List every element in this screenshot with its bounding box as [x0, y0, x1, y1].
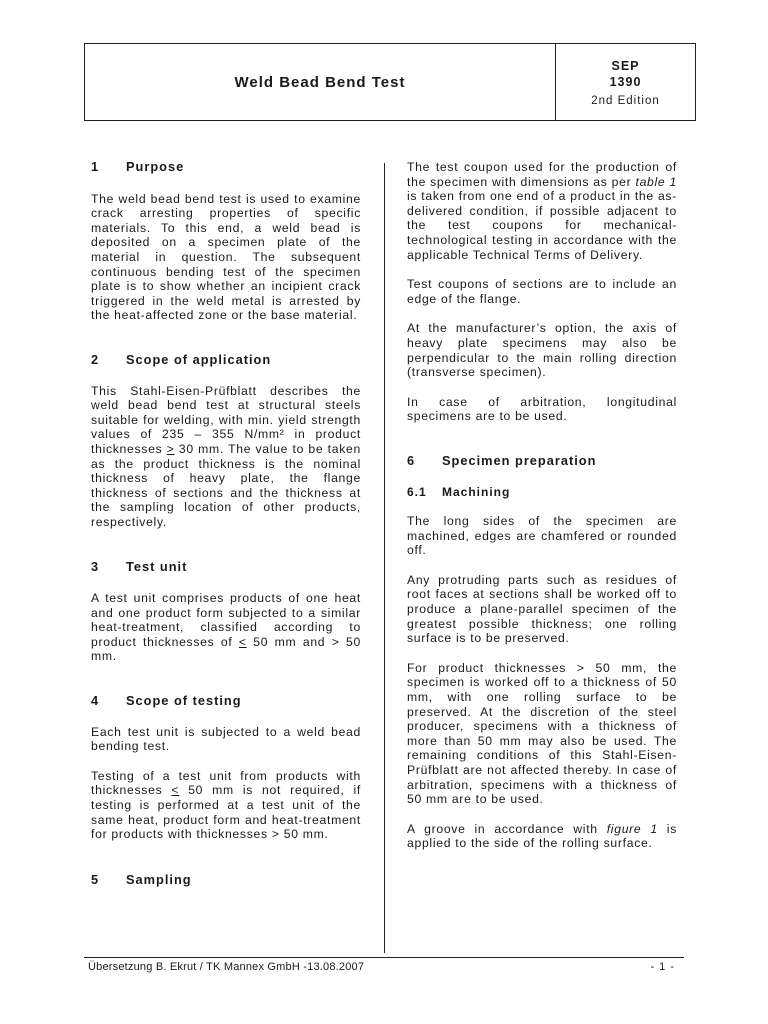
text-run: 50 mm and > 50 mm. — [91, 634, 361, 664]
paragraph: Any protruding parts such as residues of root faces at sections shall be worked off to produce a plane-parallel specimen of the greatest possible thickness; one rolling surface is to be preserved. — [407, 572, 677, 646]
text-run: 50 mm is not required, if testing is performed at a test unit of the same heat, product form and heat-treatment for products with thicknesses > 50 mm. — [91, 783, 361, 842]
section-heading — [91, 560, 361, 575]
section-heading — [91, 353, 361, 368]
text-run: Testing of a test unit from products with thicknesses — [91, 768, 361, 798]
section-title: Test unit — [126, 559, 188, 575]
section-heading — [91, 160, 361, 175]
section-title: Purpose — [126, 159, 185, 174]
underlined-symbol: < — [238, 634, 247, 649]
paragraph: In case of arbitration, longitudinal specimens are to be used. — [407, 394, 677, 424]
figure-reference: figure 1 — [606, 821, 658, 836]
text-run: A groove in accordance with — [407, 821, 607, 836]
column-divider — [384, 163, 385, 953]
section-number: 1 — [91, 159, 100, 174]
section-number: 5 — [91, 871, 100, 887]
page-number: - 1 - — [650, 961, 675, 973]
footer-translator-note: Übersetzung B. Ekrut / TK Mannex GmbH -13.08.2007 — [88, 961, 365, 973]
underlined-symbol: < — [171, 783, 180, 798]
subsection-number: 6.1 — [407, 484, 427, 499]
subsection-title: Machining — [442, 484, 511, 499]
subsection-heading — [407, 485, 677, 500]
paragraph: The long sides of the specimen are machined, edges are chamfered or rounded off. — [407, 514, 677, 558]
standard-code-line2: 1390 — [609, 75, 642, 89]
underlined-symbol: > — [166, 441, 175, 456]
section-title: Specimen preparation — [442, 452, 597, 468]
section-title: Sampling — [126, 871, 192, 887]
section-title: Scope of application — [126, 351, 272, 367]
document-title: Weld Bead Bend Test — [234, 73, 406, 91]
section-heading — [407, 454, 677, 469]
text-run: is applied to the side of the rolling surface. — [407, 821, 677, 851]
paragraph: For product thicknesses > 50 mm, the specimen is worked off to a thickness of 50 mm, with one rolling surface to be preserved. At the discretion of the steel producer, specimens with a thickness of more than 50 mm may also be used. The remaining conditions of this Stahl-Eisen-Prüfblatt are not affected thereby. In case of arbitration, specimens with a thickness of 50 mm are to be used. — [407, 660, 677, 807]
edition-label: 2nd Edition — [591, 95, 660, 107]
section-title: Scope of testing — [126, 693, 242, 709]
paragraph — [91, 591, 361, 664]
paragraph — [91, 769, 361, 842]
text-run: A test unit comprises products of one heat and one product form subjected to a similar heat-treatment, classified according to product thicknesses of — [91, 591, 361, 649]
section-number: 4 — [91, 693, 100, 709]
paragraph: At the manufacturer’s option, the axis of heavy plate specimens may also be perpendicular to the main rolling direction (transverse specimen). — [407, 321, 677, 380]
paragraph — [407, 822, 677, 851]
footer-rule — [84, 957, 684, 958]
text-run: 30 mm. The value to be taken as the product thickness is the nominal thickness of heavy plate, the flange thickness of sections and the thickness at the sampling location of other products, respectively. — [91, 441, 361, 529]
paragraph — [91, 384, 361, 530]
section-number: 2 — [91, 351, 100, 367]
document-header — [84, 43, 696, 121]
standard-code — [556, 58, 695, 90]
text-run: is taken from one end of a product in the as-delivered condition, if possible adjacent to the test coupons for mechanical-technological testing in accordance with the applicable Technical Terms of Delivery. — [407, 189, 677, 262]
standard-code-line1: SEP — [611, 59, 640, 73]
section-number: 6 — [407, 452, 416, 468]
paragraph: The weld bead bend test is used to examine crack arresting properties of specific materials. To this end, a weld bead is deposited on a specimen plate of the material in question. The subsequent continuous bending test of the specimen plate is to show whether an incipient crack triggered in the weld metal is arrested by the heat-affected zone or the base material. — [91, 191, 361, 323]
table-reference: table 1 — [635, 174, 677, 189]
section-heading — [91, 873, 361, 888]
right-column — [407, 160, 677, 851]
paragraph: Each test unit is subjected to a weld bead bending test. — [91, 724, 361, 754]
section-heading — [91, 694, 361, 709]
left-column — [91, 160, 361, 887]
text-run: This Stahl-Eisen-Prüfblatt describes the weld bead bend test at structural steels suitable for welding, with min. yield strength values of 235 – 355 N/mm² in product thicknesses — [91, 383, 361, 456]
paragraph: Test coupons of sections are to include an edge of the flange. — [407, 277, 677, 306]
section-number: 3 — [91, 559, 100, 575]
text-run: The test coupon used for the production of the specimen with dimensions as per — [407, 160, 677, 189]
paragraph — [407, 160, 677, 262]
